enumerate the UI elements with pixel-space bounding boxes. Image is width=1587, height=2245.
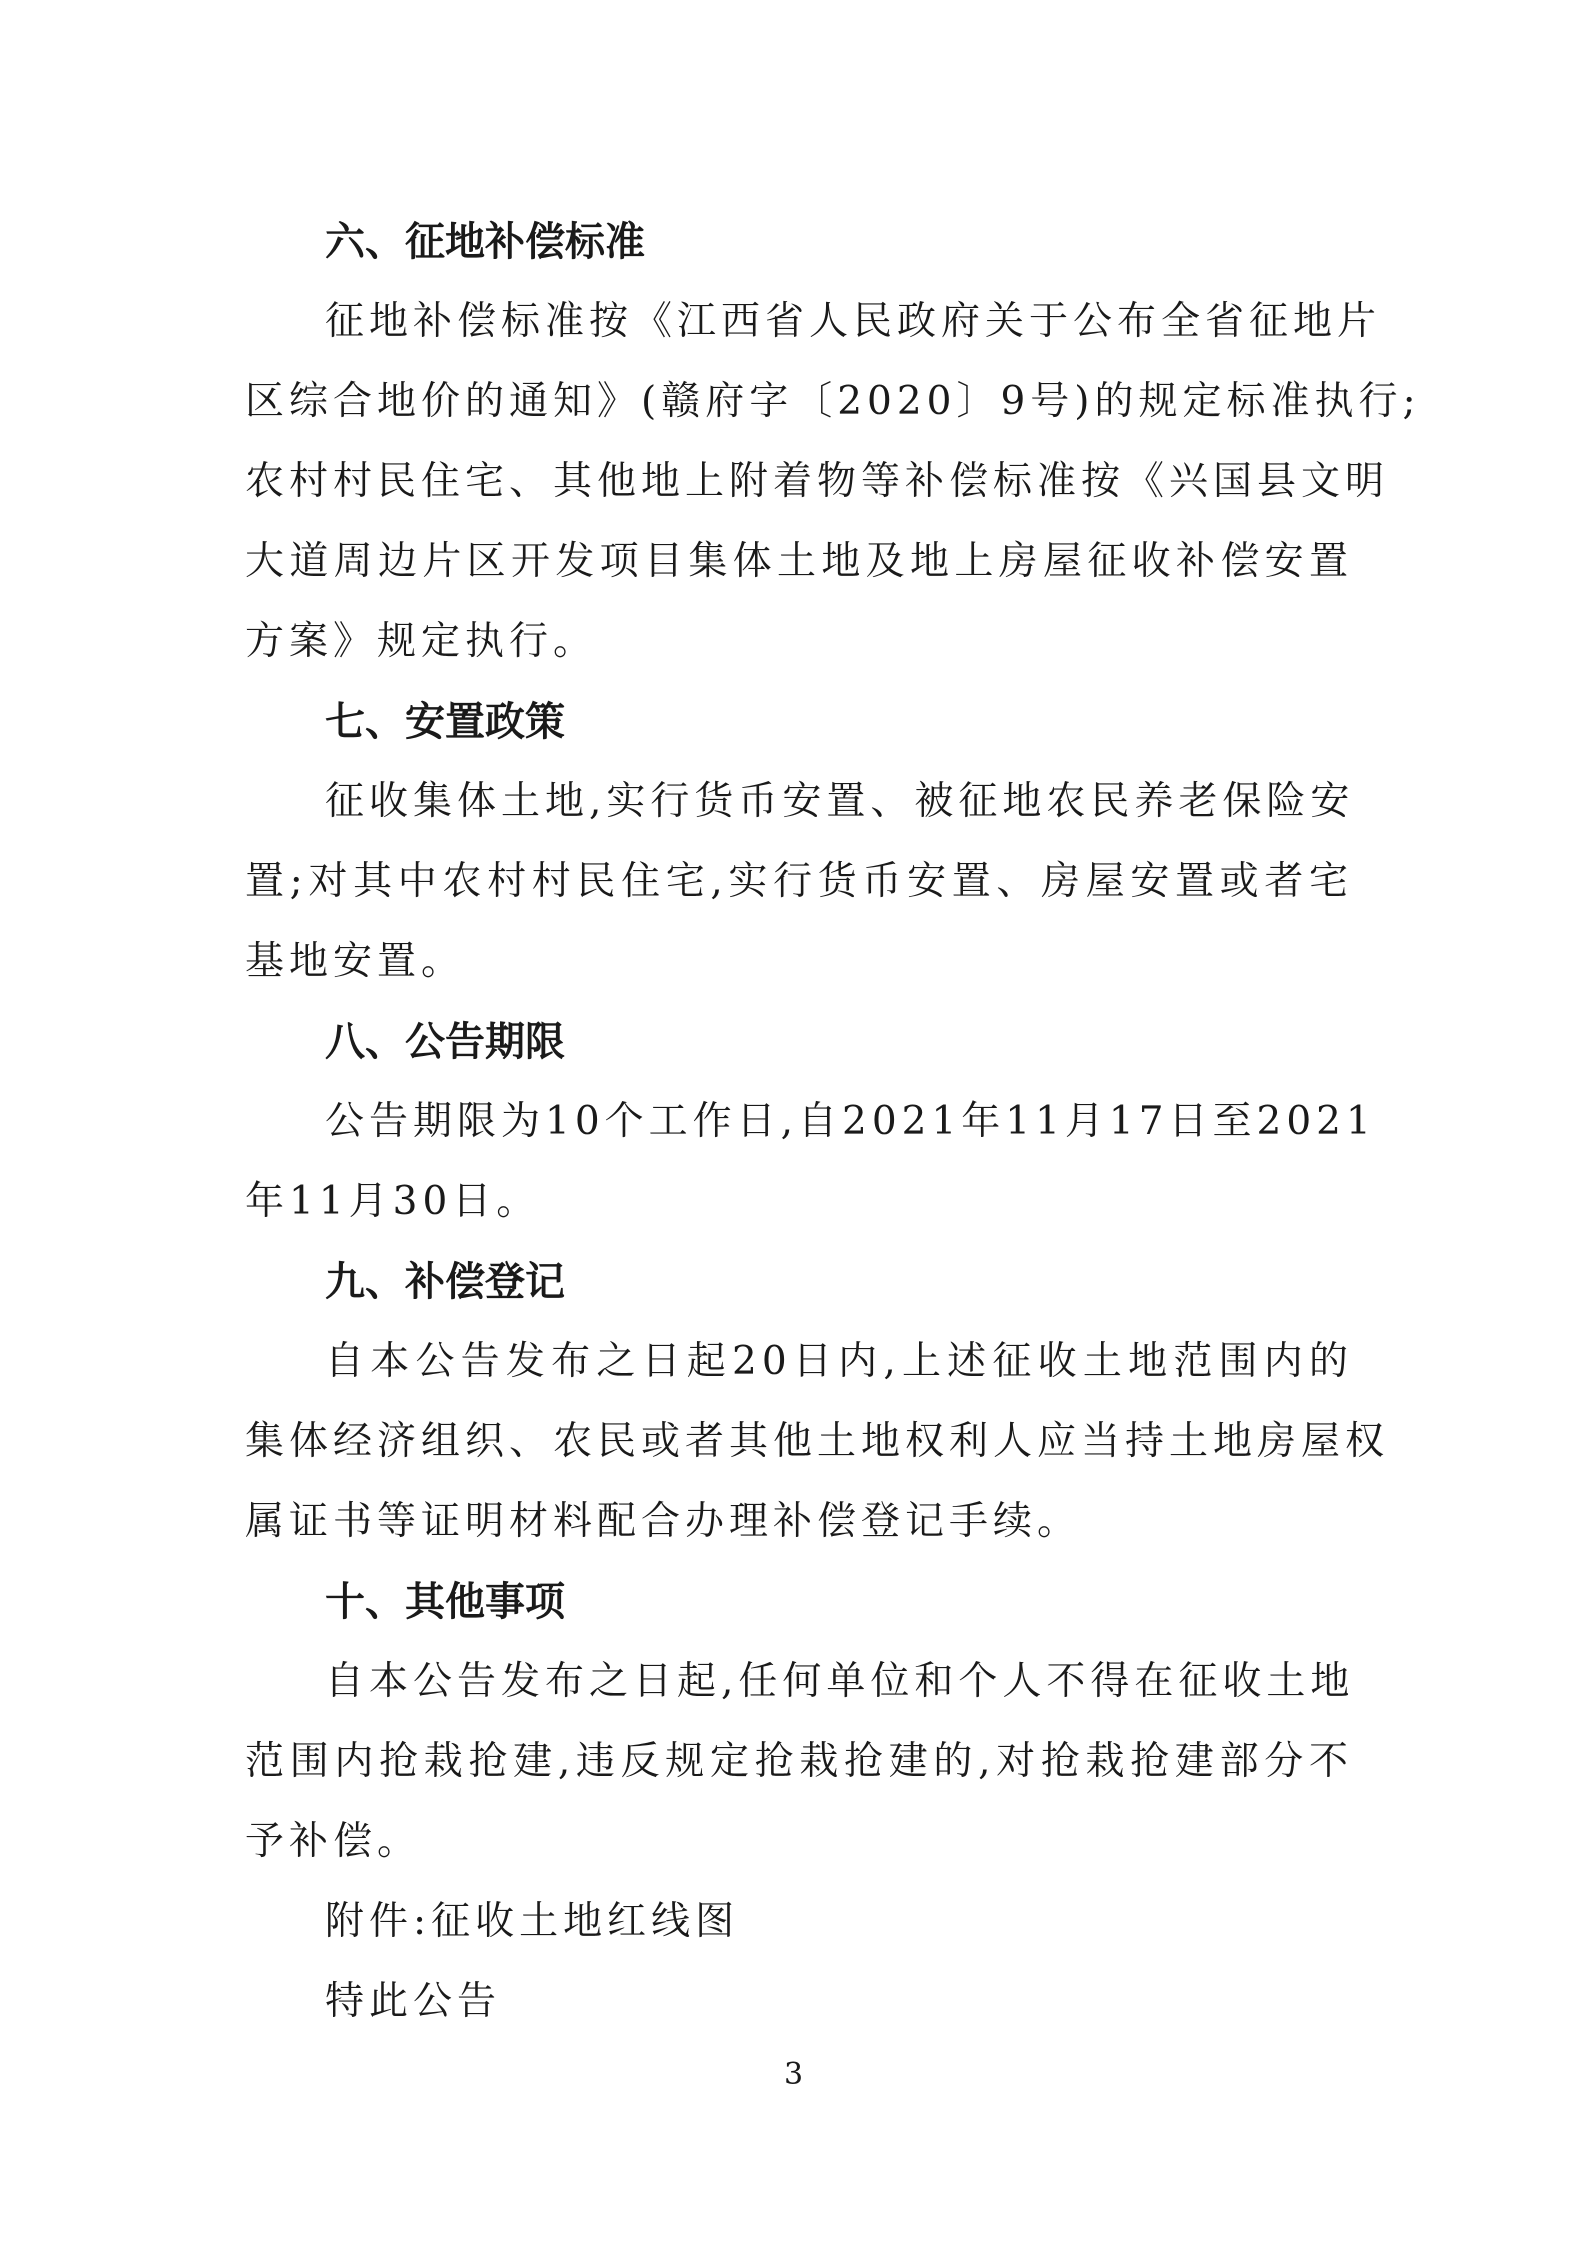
section-resettlement-policy (245, 682, 1353, 1002)
section-other-matters (245, 1562, 1353, 1882)
section-heading: 十、其他事项 (325, 1579, 565, 1625)
paragraph-line: 征收集体土地,实行货币安置、被征地农民养老保险安 (325, 779, 1355, 824)
paragraph-line: 农村村民住宅、其他地上附着物等补偿标准按《兴国县文明 (245, 459, 1390, 504)
paragraph-line: 方案》规定执行。 (245, 619, 598, 664)
paragraph-line: 置;对其中农村村民住宅,实行货币安置、房屋安置或者宅 (245, 859, 1353, 904)
section-paragraph (245, 762, 1353, 1002)
section-compensation-registration (245, 1242, 1390, 1562)
section-paragraph (245, 1082, 1376, 1242)
section-paragraph (245, 1642, 1353, 1882)
paragraph-line: 基地安置。 (245, 939, 466, 984)
paragraph-line: 自本公告发布之日起,任何单位和个人不得在征收土地 (325, 1659, 1355, 1704)
paragraph-line: 予补偿。 (245, 1819, 422, 1864)
section-heading: 八、公告期限 (325, 1019, 565, 1065)
paragraph-line: 公告期限为10个工作日,自2021年11月17日至2021 (325, 1099, 1376, 1144)
paragraph-line: 自本公告发布之日起20日内,上述征收土地范围内的 (325, 1339, 1353, 1384)
page-number: 3 (783, 2057, 804, 2092)
section-paragraph (245, 1322, 1390, 1562)
paragraph-line: 集体经济组织、农民或者其他土地权利人应当持土地房屋权 (245, 1419, 1390, 1464)
paragraph-line: 征地补偿标准按《江西省人民政府关于公布全省征地片 (325, 299, 1382, 344)
paragraph-line: 年11月30日。 (245, 1179, 541, 1224)
section-heading: 九、补偿登记 (325, 1259, 565, 1305)
section-paragraph (245, 282, 1421, 682)
document-body (245, 202, 1421, 2042)
closing-statement: 特此公告 (325, 1979, 502, 2024)
section-notice-period (245, 1002, 1376, 1242)
section-heading: 六、征地补偿标准 (325, 219, 645, 265)
section-heading: 七、安置政策 (325, 699, 565, 745)
attachment-note: 附件:征收土地红线图 (325, 1899, 740, 1944)
paragraph-line: 属证书等证明材料配合办理补偿登记手续。 (245, 1499, 1082, 1544)
paragraph-line: 范围内抢栽抢建,违反规定抢栽抢建的,对抢栽抢建部分不 (245, 1739, 1353, 1784)
section-compensation-standard (245, 202, 1421, 682)
paragraph-line: 大道周边片区开发项目集体土地及地上房屋征收补偿安置 (245, 539, 1353, 584)
paragraph-line: 区综合地价的通知》(赣府字〔2020〕9号)的规定标准执行; (245, 379, 1421, 424)
